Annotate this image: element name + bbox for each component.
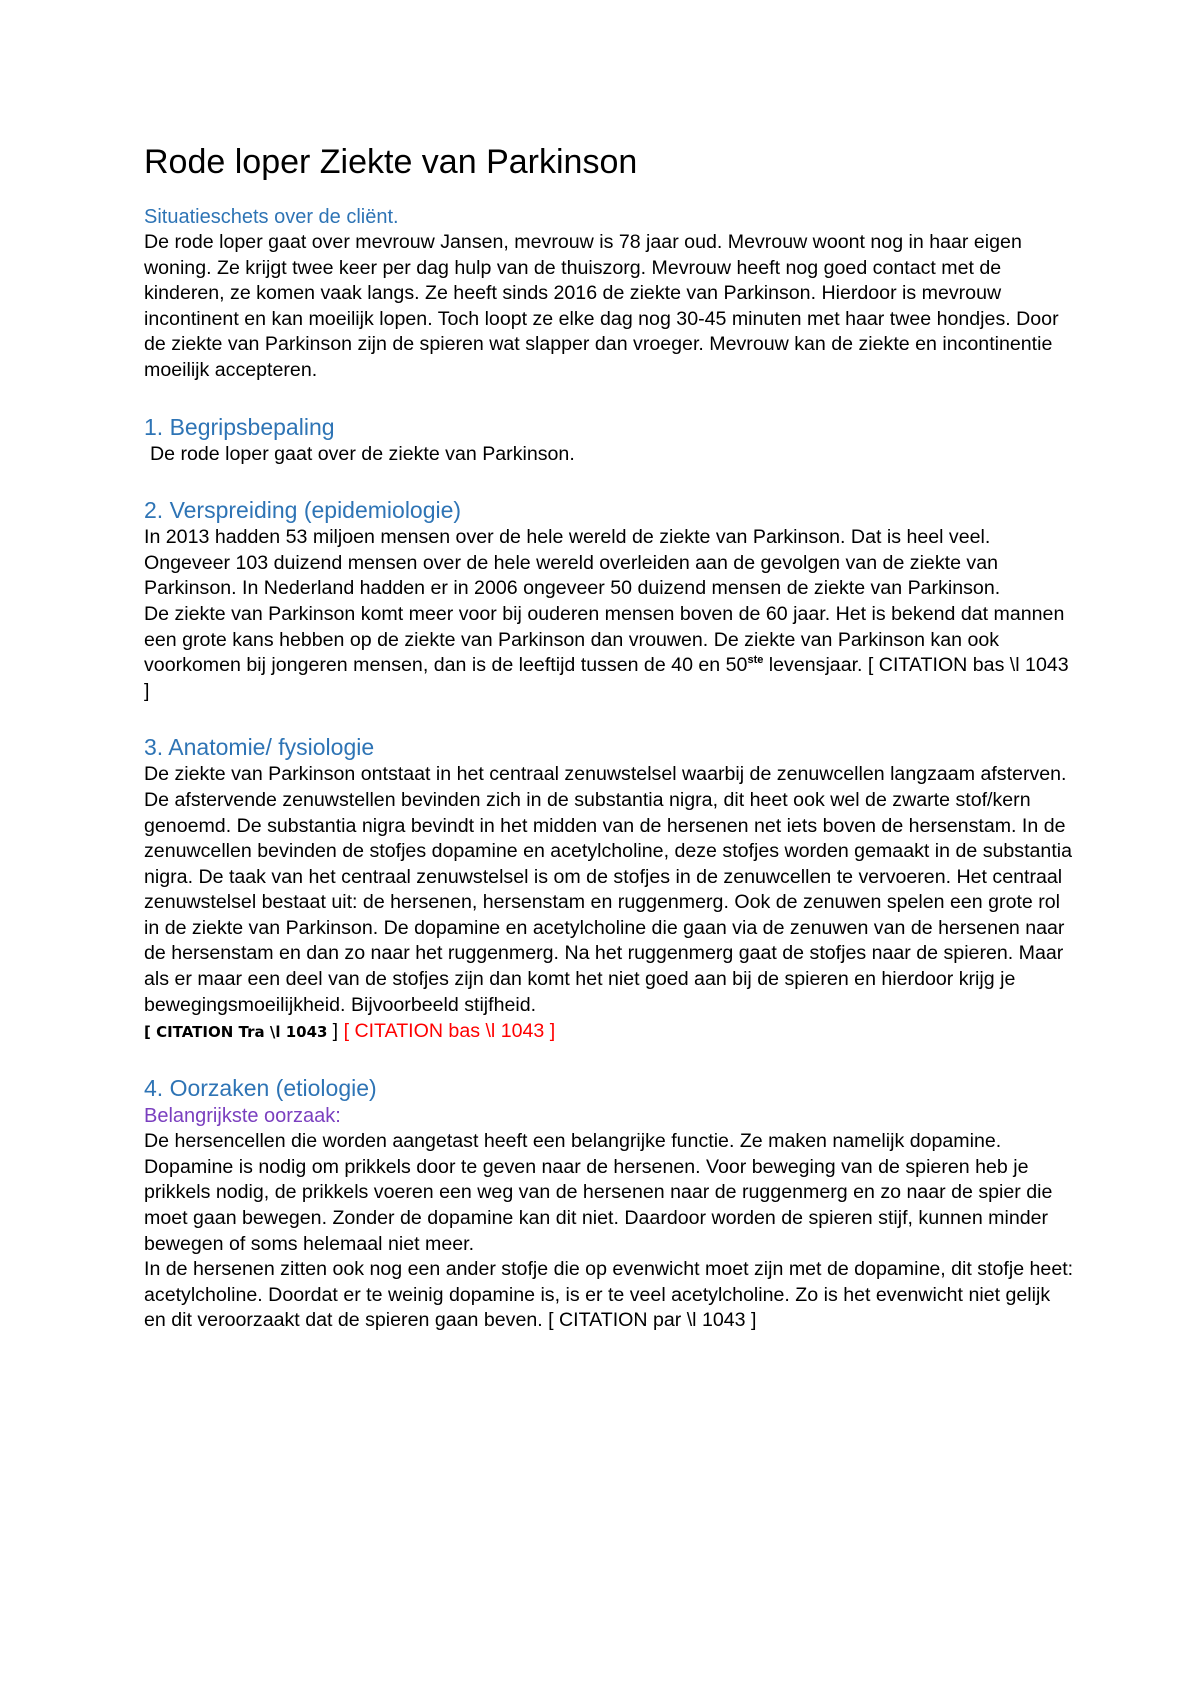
spacer [144,384,1074,412]
document-title: Rode loper Ziekte van Parkinson [144,143,638,181]
ordinal-suffix: ste [747,654,764,667]
spacer [144,1045,1074,1073]
citation-tra: CITATION Tra \l 1043 [150,1023,333,1042]
section-2-para-1: In 2013 hadden 53 miljoen mensen over de hele wereld de ziekte van Parkinson. Dat is heel veel. Ongeveer 103 duizend mensen over de hele wereld overleiden aan de gevolgen van de ziekte van Parkinson. In Nederland hadden er in 2006 ongeveer 50 duizend mensen de ziekte van Parkinson. [144,526,1001,600]
section-1-heading: 1. Begripsbepaling [144,413,335,440]
citation-bracket-close: ] [332,1020,339,1043]
section-1-body: De rode loper gaat over de ziekte van Parkinson. [150,442,575,465]
spacer [144,704,1074,732]
document-page [144,140,1074,1334]
section-3-body: De ziekte van Parkinson ontstaat in het centraal zenuwstelsel waarbij de zenuwcellen langzaam afsterven. De afstervende zenuwstellen bevinden zich in de substantia nigra, dit heet ook wel de zwarte stof/kern genoemd. De substantia nigra bevindt in het midden van de hersenen net iets boven de hersenstam. In de zenuwcellen bevinden de stofjes dopamine en acetylcholine, deze stofjes worden gemaakt in de substantia nigra. De taak van het centraal zenuwstelsel is om de stofjes in de zenuwcellen te vervoeren. Het centraal zenuwstelsel bestaat uit: de hersenen, hersenstam en ruggenmerg. Ook de zenuwen spelen een grote rol in de ziekte van Parkinson. De dopamine en acetylcholine die gaan via de zenuwen van de hersenen naar de hersenstam en dan zo naar het ruggenmerg. Na het ruggenmerg gaat de stofjes naar de spieren. Maar als er maar een deel van de stofjes zijn dan komt het niet goed aan bij de spieren en hierdoor krijg je bewegingsmoeilijkheid. Bijvoorbeeld stijfheid. [144,763,1073,1016]
section-4-heading: 4. Oorzaken (etiologie) [144,1075,377,1102]
section-4-para-2: In de hersenen zitten ook nog een ander stofje die op evenwicht moet zijn met de dopamine, dit stofje heet: acetylcholine. Doordat er te weinig dopamine is, is er te veel acetylcholine. Zo is het evenwicht niet gelijk en dit veroorzaakt dat de spieren gaan beven. [ CITATION par \l 1043 ] [144,1258,1074,1332]
citation-bas-red: [ CITATION bas \l 1043 ] [343,1020,556,1043]
citation-bracket-open: [ [144,1023,151,1042]
situatie-heading: Situatieschets over de cliënt. [144,206,399,228]
section-3-citations [144,1018,1074,1045]
section-2-para-2-start: De ziekte van Parkinson komt meer voor bij ouderen mensen boven de 60 jaar. Het is bekend dat mannen een grote kans hebben op de ziekte van Parkinson dan vrouwen. De ziekte van Parkinson kan ook voorkomen bij jongeren mensen, dan is de leeftijd tussen de 40 en 50 [144,602,1065,677]
section-2-heading: 2. Verspreiding (epidemiologie) [144,497,462,524]
section-3-heading: 3. Anatomie/ fysiologie [144,734,375,761]
situatie-body: De rode loper gaat over mevrouw Jansen, mevrouw is 78 jaar oud. Mevrouw woont nog in haar eigen woning. Ze krijgt twee keer per dag hulp van de thuiszorg. Mevrouw heeft nog goed contact met de kinderen, ze komen vaak langs. Ze heeft sinds 2016 de ziekte van Parkinson. Hierdoor is mevrouw incontinent en kan moeilijk lopen. Toch loopt ze elke dag nog 30-45 minuten met haar twee hondjes. Door de ziekte van Parkinson zijn de spieren wat slapper dan vroeger. Mevrouw kan de ziekte en incontinentie moeilijk accepteren. [144,231,1059,381]
section-4-para-1: De hersencellen die worden aangetast heeft een belangrijke functie. Ze maken namelijk dopamine. Dopamine is nodig om prikkels door te geven naar de hersenen. Voor beweging van de spieren heb je prikkels nodig, de prikkels voeren een weg van de hersenen naar de ruggenmerg en zo naar de spier die moet gaan bewegen. Zonder de dopamine kan dit niet. Daardoor worden de spieren stijf, kunnen minder bewegen of soms helemaal niet meer. [144,1130,1053,1255]
section-2-para-2 [144,602,1074,704]
section-2-para-2-end: levensjaar. [ CITATION bas \l 1043 ] [144,654,1069,702]
section-4-subheading: Belangrijkste oorzaak: [144,1105,341,1128]
spacer [144,467,1074,495]
